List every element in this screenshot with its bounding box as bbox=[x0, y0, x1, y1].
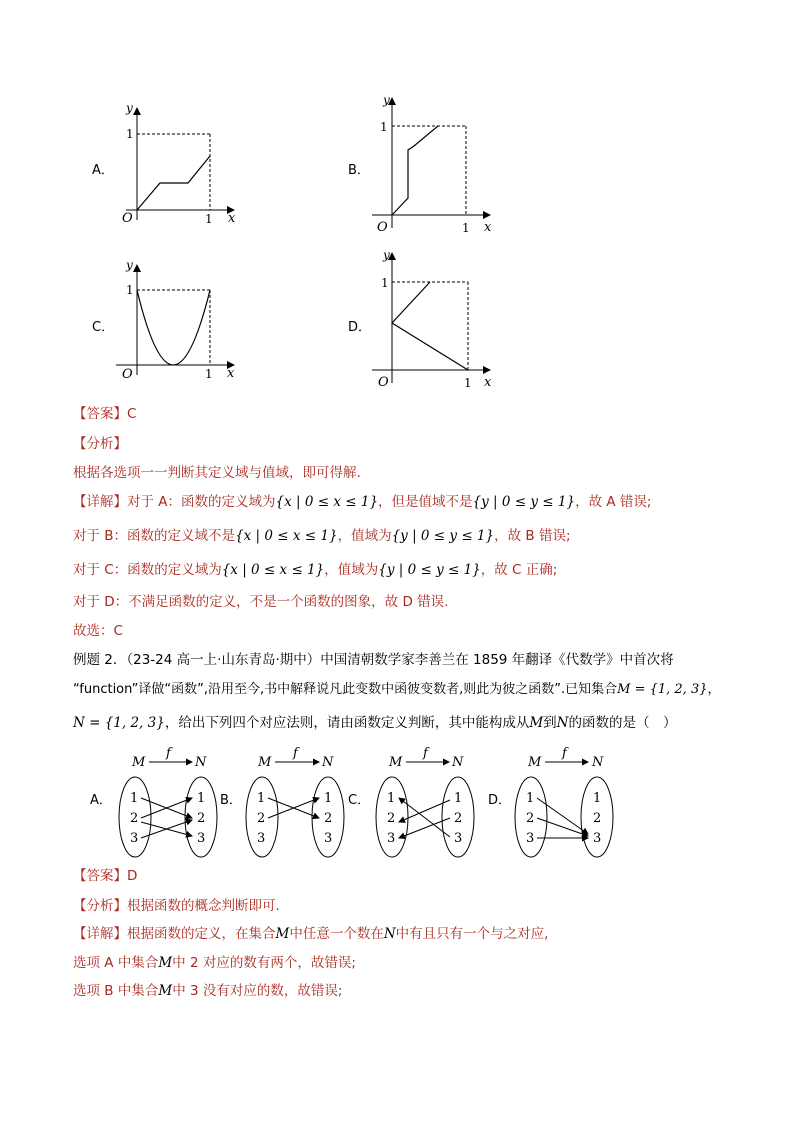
y-one-label: 1 bbox=[380, 120, 388, 134]
y-label: y bbox=[126, 101, 133, 115]
m-element: 2 bbox=[526, 811, 535, 826]
detail-text: 中 2 对应的数有两个，故错误; bbox=[172, 955, 356, 971]
ex2-answer: 【答案】D bbox=[73, 868, 138, 884]
n-element: 2 bbox=[593, 811, 602, 826]
x-label: x bbox=[227, 366, 235, 381]
option-c-label: C． bbox=[92, 320, 115, 335]
n-element: 3 bbox=[454, 831, 463, 846]
math-m: M bbox=[529, 715, 544, 731]
detail-text: 【详解】根据函数的定义，在集合 bbox=[73, 926, 276, 942]
graph-d bbox=[362, 245, 497, 393]
math-m: M bbox=[158, 983, 173, 999]
graph-curve bbox=[137, 156, 210, 210]
mapping-c bbox=[348, 746, 474, 857]
x-one-label: 1 bbox=[205, 367, 213, 381]
mapping-label: A． bbox=[90, 793, 112, 808]
set-m-label: M bbox=[258, 755, 272, 770]
ex1-answer: 【答案】C bbox=[73, 406, 137, 422]
y-label: y bbox=[383, 248, 390, 262]
ex2-detail-1 bbox=[73, 924, 548, 944]
detail-text: 【详解】对于 A：函数的定义域为 bbox=[73, 494, 276, 510]
set-m-math: M = {1, 2, 3} bbox=[617, 682, 708, 697]
question-text: “function”译做“函数”,沿用至今,书中解释说凡此变数中函彼变数者,则此为彼之函数”.已知集合 bbox=[73, 682, 618, 697]
set-math: {x | 0 ≤ x ≤ 1} bbox=[235, 528, 338, 544]
arrow-f-label: f bbox=[293, 746, 298, 761]
math-m: M bbox=[275, 926, 290, 942]
x-label: x bbox=[484, 220, 492, 235]
graph-curve bbox=[137, 290, 210, 365]
detail-text: ，但是值域不是 bbox=[378, 494, 473, 510]
m-element: 2 bbox=[387, 811, 396, 826]
origin-label: O bbox=[122, 211, 133, 226]
set-n-label: N bbox=[195, 755, 207, 770]
arrow-f-label: f bbox=[562, 746, 567, 761]
mapping-a bbox=[90, 746, 217, 857]
graph-a bbox=[110, 98, 240, 228]
question-text: 到 bbox=[543, 715, 557, 731]
m-element: 1 bbox=[387, 791, 396, 806]
detail-text: 对于 B：函数的定义域不是 bbox=[73, 528, 236, 544]
mapping-label: C． bbox=[348, 793, 371, 808]
graph-curve bbox=[392, 282, 468, 370]
origin-label: O bbox=[378, 375, 389, 390]
graph-c bbox=[110, 255, 240, 385]
x-one-label: 1 bbox=[462, 221, 470, 235]
x-label: x bbox=[484, 375, 492, 390]
m-element: 3 bbox=[387, 831, 396, 846]
m-element: 2 bbox=[257, 811, 266, 826]
m-element: 3 bbox=[526, 831, 535, 846]
graph-curve bbox=[392, 126, 438, 215]
n-element: 2 bbox=[197, 811, 206, 826]
y-one-label: 1 bbox=[126, 283, 134, 297]
mapping-d bbox=[488, 746, 613, 857]
n-element: 1 bbox=[593, 791, 602, 806]
option-d-label: D． bbox=[348, 320, 372, 335]
set-math: {y | 0 ≤ y ≤ 1} bbox=[472, 494, 576, 510]
n-element: 3 bbox=[197, 831, 206, 846]
ex2-detail-2 bbox=[73, 953, 356, 973]
mapping-diagrams bbox=[88, 742, 628, 864]
ex2-question-line2 bbox=[73, 680, 721, 700]
set-math: {y | 0 ≤ y ≤ 1} bbox=[378, 562, 481, 578]
ex2-detail-3 bbox=[73, 981, 342, 1001]
detail-text: ，值域为 bbox=[337, 528, 392, 544]
y-label: y bbox=[383, 93, 390, 107]
set-n-label: N bbox=[452, 755, 464, 770]
m-element: 3 bbox=[130, 831, 139, 846]
detail-text: 中有且只有一个与之对应, bbox=[395, 926, 549, 942]
n-element: 1 bbox=[454, 791, 463, 806]
option-b-label: B． bbox=[348, 163, 370, 178]
m-element: 1 bbox=[526, 791, 535, 806]
x-label: x bbox=[228, 211, 236, 226]
ex1-detail-b bbox=[73, 526, 571, 546]
detail-text: ，故 B 错误; bbox=[494, 528, 571, 544]
arrow-f-label: f bbox=[423, 746, 428, 761]
detail-text: ，故 A 错误; bbox=[575, 494, 652, 510]
y-label: y bbox=[126, 258, 133, 272]
graph-b bbox=[362, 90, 497, 238]
set-m-label: M bbox=[528, 755, 542, 770]
set-m-label: M bbox=[389, 755, 403, 770]
origin-label: O bbox=[122, 367, 133, 382]
y-one-label: 1 bbox=[126, 127, 134, 141]
question-text: 的函数的是（ ） bbox=[568, 715, 677, 731]
set-n-label: N bbox=[592, 755, 604, 770]
m-element: 1 bbox=[257, 791, 266, 806]
m-element: 1 bbox=[130, 791, 139, 806]
set-m-label: M bbox=[132, 755, 146, 770]
detail-text: 选项 A 中集合 bbox=[73, 955, 159, 971]
detail-text: 对于 C：函数的定义域为 bbox=[73, 562, 222, 578]
detail-text: ，值域为 bbox=[324, 562, 379, 578]
n-element: 1 bbox=[197, 791, 206, 806]
set-n-math: N = {1, 2, 3} bbox=[73, 715, 165, 731]
n-element: 3 bbox=[593, 831, 602, 846]
ex2-question-line1: 例题 2．（23-24 高一上·山东青岛·期中）中国清朝数学家李善兰在 1859 年翻译《代数学》中首次将 bbox=[73, 652, 674, 668]
math-m: M bbox=[158, 955, 173, 971]
math-n: N bbox=[556, 715, 569, 731]
ex1-analysis: 根据各选项一一判断其定义域与值域，即可得解. bbox=[73, 465, 361, 481]
ex2-analysis: 【分析】根据函数的概念判断即可. bbox=[73, 898, 280, 914]
question-text: ， bbox=[707, 682, 721, 697]
set-math: {y | 0 ≤ y ≤ 1} bbox=[391, 528, 495, 544]
n-element: 2 bbox=[324, 811, 333, 826]
ex1-detail-a bbox=[73, 492, 651, 512]
ex1-analysis-label: 【分析】 bbox=[73, 436, 127, 452]
y-one-label: 1 bbox=[381, 276, 389, 290]
ex1-detail-c bbox=[73, 560, 557, 580]
n-element: 2 bbox=[454, 811, 463, 826]
n-element: 3 bbox=[324, 831, 333, 846]
detail-text: ，故 C 正确; bbox=[480, 562, 558, 578]
x-one-label: 1 bbox=[205, 212, 213, 226]
math-n: N bbox=[383, 926, 396, 942]
ex1-choice: 故选：C bbox=[73, 623, 123, 639]
origin-label: O bbox=[377, 220, 388, 235]
set-math: {x | 0 ≤ x ≤ 1} bbox=[275, 494, 379, 510]
ex2-question-line3 bbox=[73, 713, 676, 733]
mapping-label: B． bbox=[220, 793, 242, 808]
m-element: 2 bbox=[130, 811, 139, 826]
question-text: ，给出下列四个对应法则，请由函数定义判断，其中能构成从 bbox=[164, 715, 530, 731]
set-math: {x | 0 ≤ x ≤ 1} bbox=[221, 562, 325, 578]
x-one-label: 1 bbox=[464, 376, 472, 390]
mapping-label: D． bbox=[488, 793, 512, 808]
option-a-label: A． bbox=[92, 163, 114, 178]
m-element: 3 bbox=[257, 831, 266, 846]
ex1-detail-d: 对于 D：不满足函数的定义，不是一个函数的图象，故 D 错误. bbox=[73, 594, 449, 610]
detail-text: 选项 B 中集合 bbox=[73, 983, 159, 999]
n-element: 1 bbox=[324, 791, 333, 806]
detail-text: 中任意一个数在 bbox=[289, 926, 384, 942]
detail-text: 中 3 没有对应的数，故错误; bbox=[172, 983, 343, 999]
set-n-label: N bbox=[322, 755, 334, 770]
mapping-b bbox=[220, 746, 344, 857]
arrow-f-label: f bbox=[166, 746, 171, 761]
